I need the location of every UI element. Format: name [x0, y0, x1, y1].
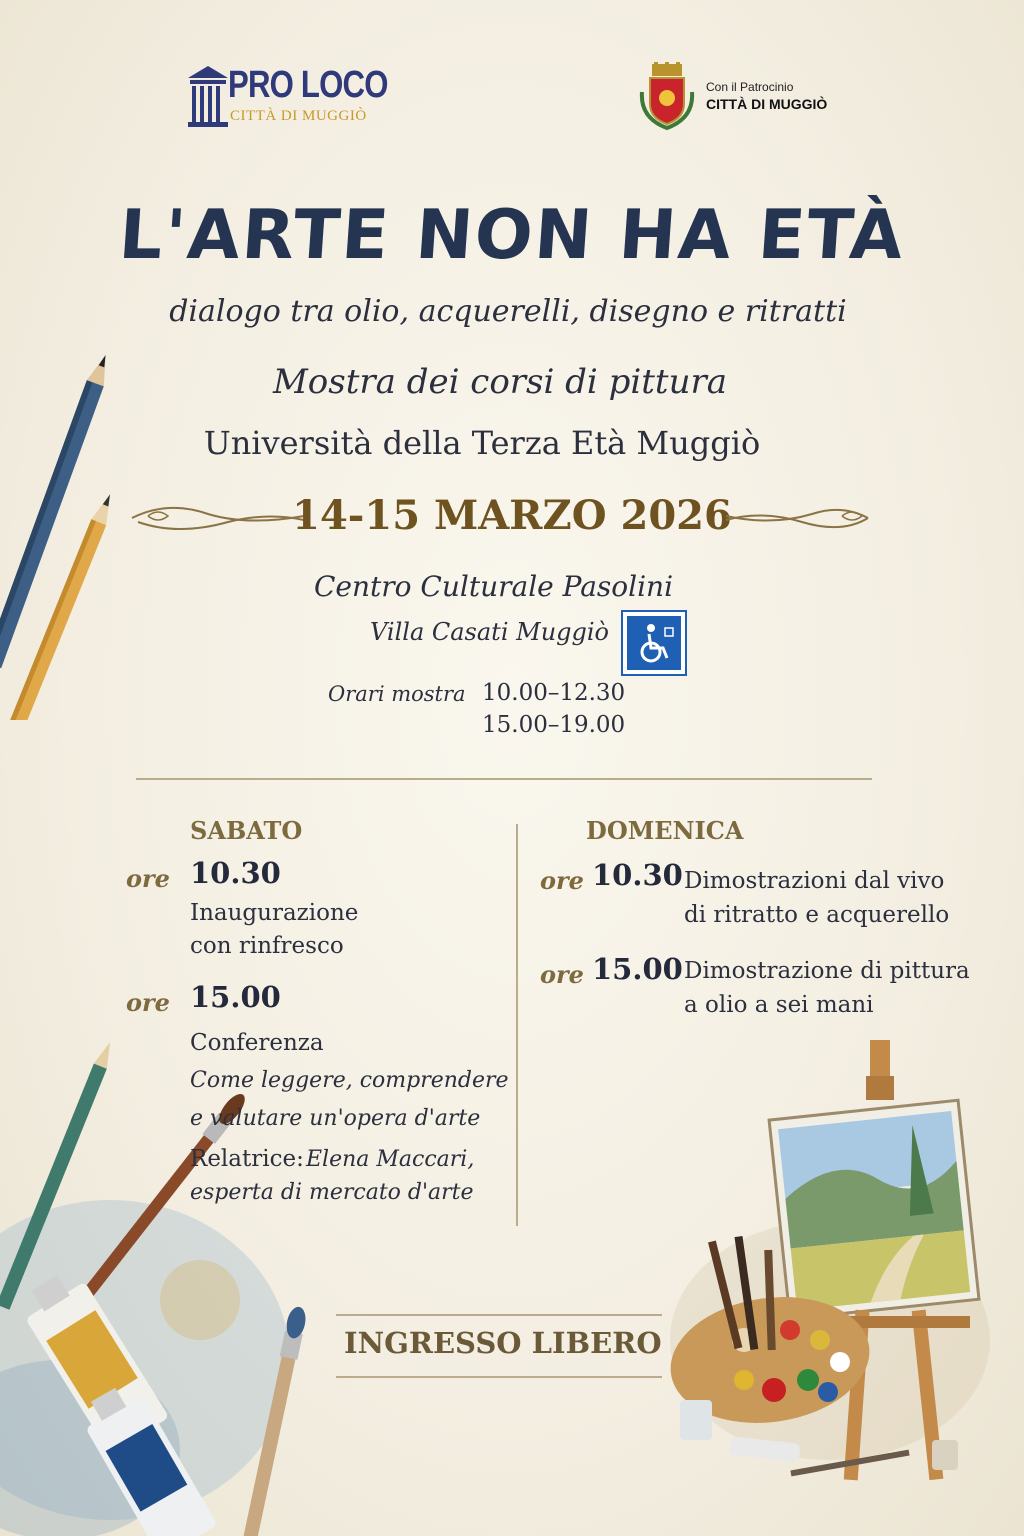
proloco-city: CITTÀ DI MUGGIÒ — [230, 108, 367, 124]
sunday-label: DOMENICA — [586, 816, 744, 845]
sunday-ore-1: ore — [540, 866, 584, 895]
saturday-ore-1: ore — [126, 864, 170, 893]
saturday-label: SABATO — [190, 816, 303, 845]
divider-vertical — [516, 824, 518, 1226]
easel-illustration — [670, 1040, 1000, 1500]
sunday-time-2: 15.00 — [592, 952, 683, 986]
event-title: L'ARTE NON HA ETÀ — [116, 196, 908, 275]
event-dates: 14-15 MARZO 2026 — [292, 492, 732, 539]
saturday-slot2-line1: Conferenza — [190, 1030, 324, 1056]
sunday-ore-2: ore — [540, 960, 584, 989]
organizer-name: Università della Terza Età Muggiò — [203, 424, 761, 462]
colonnade-icon — [188, 62, 228, 132]
saturday-slot1-line1: Inaugurazione — [190, 900, 359, 926]
flourish-right-ornament — [722, 496, 872, 540]
divider-entry-bottom — [336, 1376, 662, 1378]
hours-morning: 10.00–12.30 — [482, 680, 626, 706]
venue-location: Villa Casati Muggiò — [370, 618, 610, 646]
saturday-speaker-role: esperta di mercato d'arte — [190, 1180, 474, 1205]
sunday-slot1-line2: di ritratto e acquerello — [684, 902, 950, 928]
wheelchair-icon — [621, 610, 687, 676]
saturday-ore-2: ore — [126, 988, 170, 1017]
saturday-time-1: 10.30 — [190, 856, 281, 890]
proloco-name: PRO LOCO — [228, 64, 388, 106]
divider-top — [136, 778, 872, 780]
divider-entry-top — [336, 1314, 662, 1316]
saturday-slot2-line3: e valutare un'opera d'arte — [190, 1106, 481, 1131]
saturday-slot1-line2: con rinfresco — [190, 933, 344, 959]
saturday-slot2-line2: Come leggere, comprendere — [190, 1068, 509, 1093]
sunday-slot1-line1: Dimostrazioni dal vivo — [684, 868, 945, 894]
sunday-slot2-line2: a olio a sei mani — [684, 992, 874, 1018]
patrocinio-label: Con il Patrocinio — [706, 80, 794, 94]
event-subtitle: dialogo tra olio, acquerelli, disegno e ritratti — [169, 294, 847, 329]
hours-label: Orari mostra — [328, 682, 466, 706]
patrocinio-city: CITTÀ DI MUGGIÒ — [706, 96, 828, 112]
city-crest-icon — [636, 62, 698, 132]
entry-label: INGRESSO LIBERO — [344, 1326, 662, 1360]
exhibition-name: Mostra dei corsi di pittura — [272, 362, 728, 402]
venue-name: Centro Culturale Pasolini — [314, 570, 674, 603]
saturday-time-2: 15.00 — [190, 980, 281, 1014]
saturday-speaker-label: Relatrice: — [190, 1146, 304, 1172]
saturday-speaker-name: Elena Maccari, — [306, 1147, 475, 1172]
sunday-slot2-line1: Dimostrazione di pittura — [684, 958, 970, 984]
sunday-time-1: 10.30 — [592, 858, 683, 892]
hours-afternoon: 15.00–19.00 — [482, 712, 626, 738]
